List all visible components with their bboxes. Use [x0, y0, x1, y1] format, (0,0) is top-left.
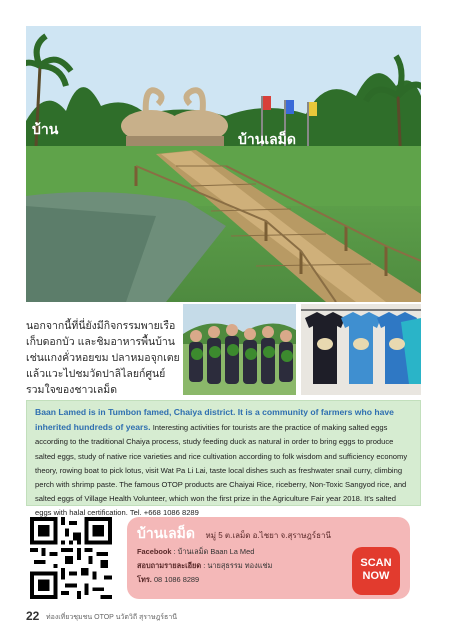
qr-code[interactable]: [30, 517, 112, 599]
contact-box: [127, 517, 410, 599]
contact-person-label: สอบถามรายละเอียด: [137, 561, 202, 570]
hero-photo: [26, 26, 421, 302]
info-body: Interesting activities for tourists are the practice of making salted eggs according to the traditional Chaiya process, study feeding duck as natural in order to bring eggs to produce salted eggs, study of native rice varieties and rice cultivation according to folk wisdom and sufficiency economy theory, rowing boat to pick lotus, visit Wat Pa Li Lai, taste local dishes such as freshwater snail curry, climbing perch with shrimp paste. The famous OTOP products are Chaiyai Rice, riceberry, Non-Toxic Sangyod rice, and salted eggs of Village Health Volunteer, which won the first prize in the Agriculture Fair year 2018. It's salted eggs with halal certification. Tel. +668 1086 8289: [35, 423, 408, 518]
info-lead: Baan Lamed is in Tumbon famed, Chaiya district. It is a community of farmers who have inherited hundreds of years.: [35, 407, 394, 433]
english-info-box: [26, 400, 421, 518]
facebook-label: Facebook: [137, 547, 172, 556]
scan-now-badge[interactable]: [352, 547, 400, 595]
phone-value: 08 1086 8289: [153, 575, 200, 584]
facebook-value: : บ้านเลม็ด Baan La Med: [173, 547, 255, 556]
contact-person-value: : นายสุธรรม ทองแช่ม: [203, 561, 273, 570]
page-number: 22: [26, 609, 40, 623]
scan-badge-line1: SCAN: [360, 557, 392, 569]
phone-label: โทร.: [137, 575, 152, 584]
shirt-photo: [301, 304, 421, 395]
group-photo: [183, 304, 296, 395]
contact-title: บ้านเลม็ด: [137, 525, 196, 541]
hero-sign-right: บ้านเลม็ด: [238, 131, 297, 147]
footer-text: ท่องเที่ยวชุมชน OTOP นวัตวิถี สุราษฎร์ธานี: [46, 614, 178, 621]
scan-badge-line2: NOW: [362, 570, 390, 582]
hero-sign-left: บ้าน: [32, 121, 59, 137]
contact-address: หมู่ 5 ต.เลม็ด อ.ไชยา จ.สุราษฎร์ธานี: [205, 531, 331, 540]
thai-description: นอกจากนี้ที่นี่ยังมีกิจกรรมพายเรือเก็บดอกบัว และชิมอาหารพื้นบ้านเช่นแกงคั่วหอยขม ปลาหมอจุกเตย แล้วแวะไปชมวัดปาลิไลยก์ศูนย์รวมใจของชาวเลม็ด: [26, 320, 180, 396]
